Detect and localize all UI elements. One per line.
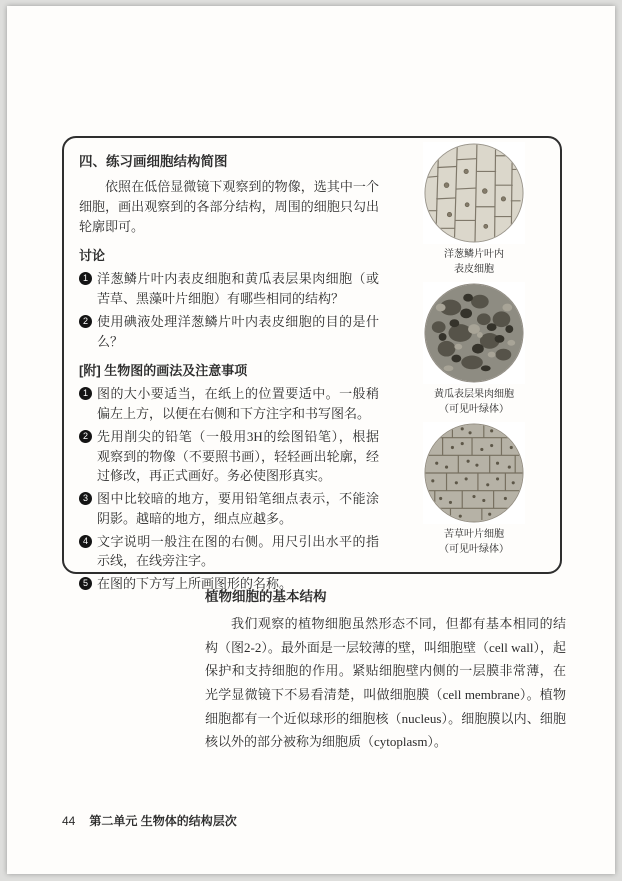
discussion-item-text: 使用碘液处理洋葱鳞片叶内表皮细胞的目的是什么？ [97, 313, 379, 349]
textbook-page [7, 6, 615, 874]
main-section-heading: 植物细胞的基本结构 [205, 589, 327, 604]
discussion-heading: 讨论 [79, 248, 106, 264]
circled-number-icon: 1 [79, 387, 92, 400]
figure-caption: 洋葱鳞片叶内 表皮细胞 [444, 249, 504, 275]
note-item [79, 427, 379, 486]
circled-number-icon: 1 [79, 272, 92, 285]
activity-box [62, 136, 562, 591]
discussion-item-text: 洋葱鳞片叶内表皮细胞和黄瓜表层果肉细胞（或苦草、黑藻叶片细胞）有哪些相同的结构？ [97, 271, 379, 306]
main-text-section [205, 585, 566, 754]
discussion-item [79, 312, 379, 352]
unit-title: 第二单元 生物体的结构层次 [89, 814, 237, 828]
page-number: 44 [62, 814, 76, 828]
note-item-text: 在图的下方写上所画图形的名称。 [97, 576, 293, 591]
note-item-text: 图中比较暗的地方，要用铅笔细点表示，不能涂阴影。越暗的地方，细点应越多。 [97, 491, 379, 526]
circled-number-icon: 2 [79, 315, 92, 328]
note-item [79, 384, 379, 424]
note-item [79, 489, 379, 529]
onion-epidermis-micrograph [423, 142, 525, 244]
activity-section-title: 四、练习画细胞结构简图 [79, 154, 228, 169]
figure-column [398, 142, 550, 562]
activity-intro-paragraph: 依照在低倍显微镜下观察到的物像，选其中一个细胞，画出观察到的各部分结构，周围的细胞只勾出轮廓即可。 [79, 179, 379, 234]
figure-vallisneria [423, 422, 525, 557]
circled-number-icon: 2 [79, 430, 92, 443]
note-item-text: 图的大小要适当，在纸上的位置要适中。一般稍偏左上方，以便在右侧和下方注字和书写图名。 [97, 386, 379, 421]
main-paragraph: 我们观察的植物细胞虽然形态不同，但都有基本相同的结构（图2-2）。最外面是一层较薄的壁，叫细胞壁（cell wall），起保护和支持细胞的作用。紧贴细胞壁内侧的一层膜非常薄，在光学显微镜下不易看清楚，叫做细胞膜（cell membrane）。植物细胞都有一个近似球形的细胞核（nucleus）。细胞膜以内、细胞核以外的部分被称为细胞质（cytoplasm）。 [205, 616, 566, 750]
circled-number-icon: 3 [79, 492, 92, 505]
activity-text-column [79, 148, 379, 597]
circled-number-icon: 4 [79, 535, 92, 548]
figure-caption: 黄瓜表层果肉细胞 （可见叶绿体） [434, 389, 514, 415]
figure-caption: 苦草叶片细胞 （可见叶绿体） [439, 529, 509, 555]
figure-onion [423, 142, 525, 277]
note-item [79, 532, 379, 572]
notes-heading: [附] 生物图的画法及注意事项 [79, 363, 248, 379]
vallisneria-leaf-micrograph [423, 422, 525, 524]
cucumber-flesh-micrograph [423, 282, 525, 384]
note-item-text: 先用削尖的铅笔（一般用3H的绘图铅笔），根据观察到的物像（不要照书画），轻轻画出轮廓，经过修改，再正式画好。务必使图形真实。 [97, 428, 379, 484]
discussion-item [79, 269, 379, 309]
figure-cucumber [423, 282, 525, 417]
page-footer [62, 812, 237, 829]
circled-number-icon: 5 [79, 577, 92, 590]
note-item-text: 文字说明一般注在图的右侧。用尺引出水平的指示线，在线旁注字。 [97, 533, 379, 569]
